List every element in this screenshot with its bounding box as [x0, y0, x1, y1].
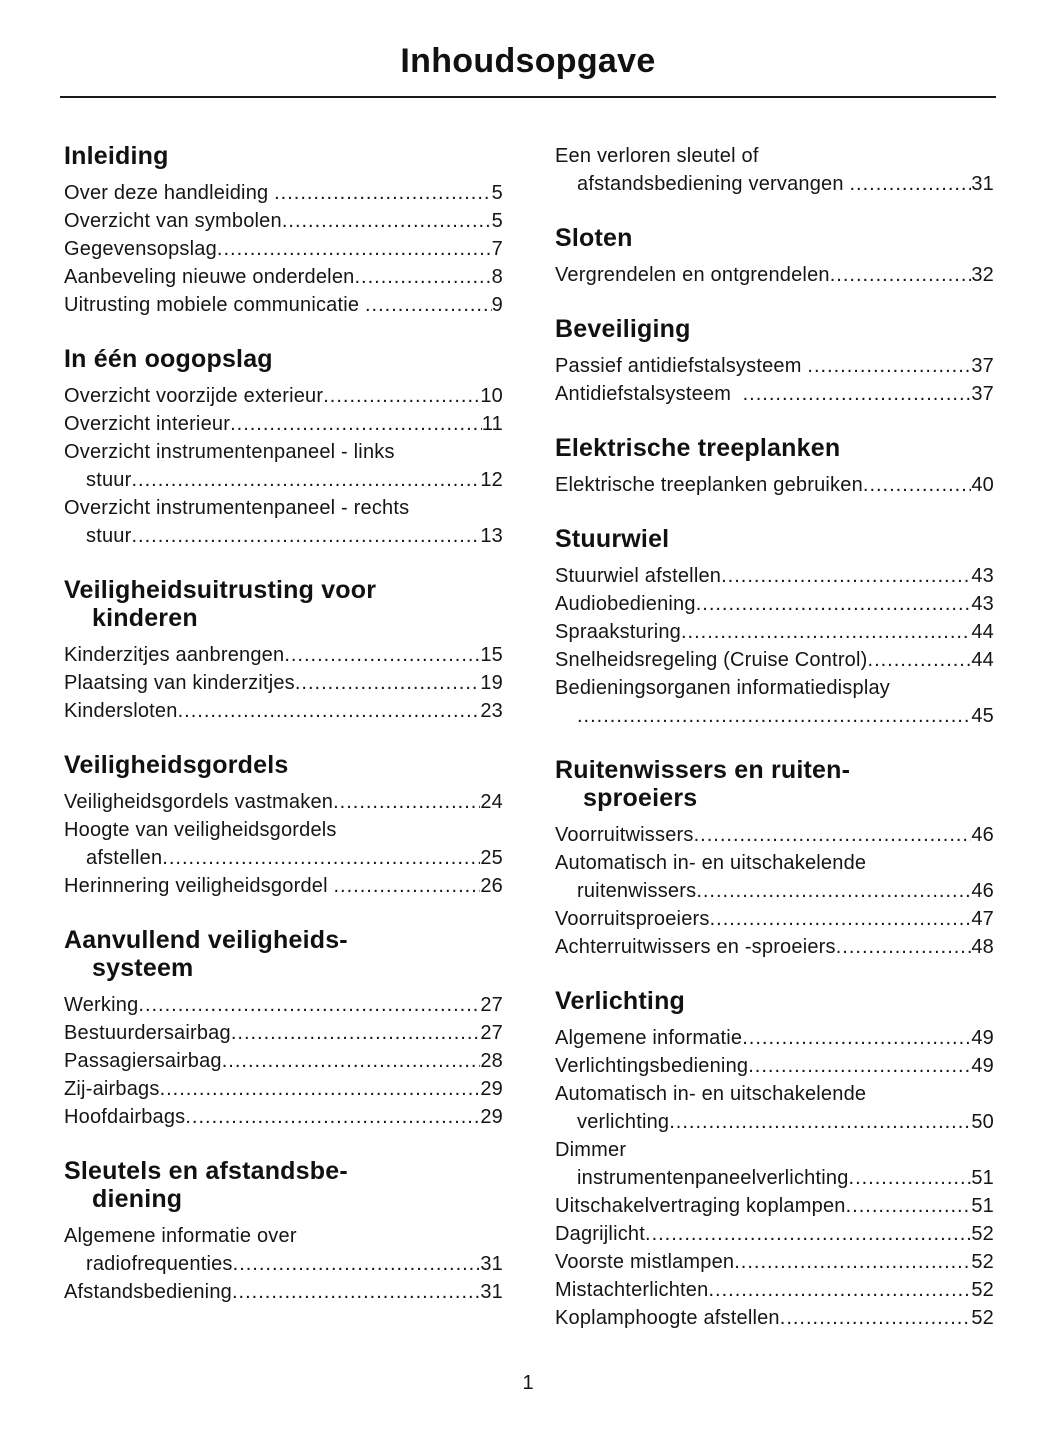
toc-entry	[64, 291, 503, 319]
toc-entry-line	[555, 562, 994, 590]
toc-page-ref: 5	[491, 210, 503, 232]
toc-entry	[555, 1136, 994, 1192]
toc-entry-text: Voorruitsproeiers	[555, 908, 710, 930]
toc-entry-line	[64, 522, 503, 550]
dot-leader	[138, 991, 480, 1019]
dot-leader	[323, 382, 480, 410]
toc-page-ref: 43	[971, 593, 994, 615]
section-heading-line: sproeiers	[583, 784, 698, 812]
toc-entry-text: Koplamphoogte afstellen	[555, 1307, 780, 1329]
toc-entry	[555, 1220, 994, 1248]
toc-entry-text: Kinderzitjes aanbrengen	[64, 644, 285, 666]
toc-entry-line	[64, 494, 503, 522]
toc-entry-text: Overzicht instrumentenpaneel - rechts	[64, 497, 410, 519]
toc-entry	[64, 207, 503, 235]
dot-leader	[780, 1304, 972, 1332]
toc-entry	[64, 991, 503, 1019]
toc-entry-line	[64, 816, 503, 844]
toc-page-ref: 26	[480, 875, 503, 897]
dot-leader	[696, 590, 972, 618]
toc-entry	[64, 235, 503, 263]
dot-leader	[365, 291, 492, 319]
section-heading	[555, 756, 994, 812]
toc-entry-line	[64, 1019, 503, 1047]
toc-entry	[64, 1278, 503, 1306]
toc-entry	[555, 1304, 994, 1332]
toc-entry-text: Passagiersairbag	[64, 1050, 222, 1072]
toc-entry-line	[64, 641, 503, 669]
section-heading-line: Inleiding	[64, 142, 169, 170]
toc-page-ref: 50	[971, 1111, 994, 1133]
dot-leader	[230, 410, 482, 438]
dot-leader	[577, 702, 971, 730]
toc-entry-text: Dimmer	[555, 1139, 627, 1161]
toc-entry-text: Elektrische treeplanken gebruiken	[555, 474, 863, 496]
dot-leader	[131, 466, 480, 494]
toc-page-ref: 24	[480, 791, 503, 813]
toc-entry	[64, 494, 503, 550]
toc-entry-text: Plaatsing van kinderzitjes	[64, 672, 295, 694]
toc-column-right	[555, 142, 994, 1332]
section-heading-line: Veiligheidsgordels	[64, 751, 289, 779]
dot-leader	[185, 1103, 480, 1131]
section-heading	[64, 345, 503, 373]
toc-entry-line	[555, 352, 994, 380]
dot-leader	[217, 235, 492, 263]
toc-entry-line	[555, 1080, 994, 1108]
toc-entry-line	[64, 382, 503, 410]
toc-page-ref: 7	[491, 238, 503, 260]
section-heading	[64, 142, 503, 170]
toc-entry-line	[64, 207, 503, 235]
toc-entry	[64, 788, 503, 816]
dot-leader	[863, 471, 971, 499]
toc-entry-line	[64, 1222, 503, 1250]
dot-leader	[232, 1278, 480, 1306]
toc-entry-line	[64, 1075, 503, 1103]
toc-entry	[555, 821, 994, 849]
toc-entry-text: radiofrequenties	[86, 1253, 233, 1275]
toc-entry	[555, 380, 994, 408]
toc-entry-line	[555, 1164, 994, 1192]
toc-page-ref: 44	[971, 621, 994, 643]
toc-entry	[555, 674, 994, 730]
toc-entry	[64, 410, 503, 438]
toc-entry-text: Automatisch in- en uitschakelende	[555, 1083, 867, 1105]
toc-entry-text: Uitschakelvertraging koplampen	[555, 1195, 846, 1217]
toc-entry-line	[555, 471, 994, 499]
dot-leader	[284, 641, 480, 669]
dot-leader	[743, 380, 972, 408]
dot-leader	[131, 522, 480, 550]
toc-entry-line	[555, 1136, 994, 1164]
toc-entry-line	[555, 1052, 994, 1080]
toc-entry-line	[555, 821, 994, 849]
section-heading	[64, 751, 503, 779]
toc-page-ref: 13	[480, 525, 503, 547]
toc-entry	[555, 590, 994, 618]
toc-entry	[555, 1024, 994, 1052]
toc-entry-text: Stuurwiel afstellen	[555, 565, 722, 587]
toc-entry-text: afstandsbediening vervangen	[577, 173, 850, 195]
page-number: 1	[522, 1372, 534, 1394]
toc-entry-line	[64, 991, 503, 1019]
toc-entry-text: Veiligheidsgordels vastmaken	[64, 791, 334, 813]
toc-entry-line	[555, 1304, 994, 1332]
section-heading	[555, 987, 994, 1015]
toc-entry-text: Een verloren sleutel of	[555, 145, 759, 167]
toc-entry-line	[555, 380, 994, 408]
toc-page-ref: 31	[971, 173, 994, 195]
toc-entry	[64, 1019, 503, 1047]
toc-entry-line	[64, 438, 503, 466]
section-heading	[555, 224, 994, 252]
toc-entry	[64, 1103, 503, 1131]
toc-entry-text: Overzicht voorzijde exterieur	[64, 385, 324, 407]
toc-page-ref: 19	[480, 672, 503, 694]
toc-entry-text: Vergrendelen en ontgrendelen	[555, 264, 830, 286]
toc-page-ref: 8	[491, 266, 503, 288]
toc-entry	[555, 142, 994, 198]
toc-entry	[555, 471, 994, 499]
section-heading	[64, 926, 503, 982]
toc-entry	[555, 933, 994, 961]
toc-entry-line	[64, 1103, 503, 1131]
toc-entry-text: Afstandsbediening	[64, 1281, 232, 1303]
toc-page-ref: 51	[971, 1167, 994, 1189]
section-heading-line: Ruitenwissers en ruiten-	[555, 756, 851, 784]
toc-entry	[64, 263, 503, 291]
toc-entry-text: afstellen	[86, 847, 163, 869]
toc-page-ref: 46	[971, 824, 994, 846]
dot-leader	[162, 844, 480, 872]
toc-entry	[64, 179, 503, 207]
toc-entry	[555, 618, 994, 646]
toc-page-ref: 49	[971, 1027, 994, 1049]
toc-entry	[555, 261, 994, 289]
dot-leader	[846, 1192, 972, 1220]
toc-entry-text: Hoogte van veiligheidsgordels	[64, 819, 337, 841]
toc-page-ref: 52	[971, 1307, 994, 1329]
dot-leader	[830, 261, 972, 289]
toc-entry-line	[555, 170, 994, 198]
toc-entry-line	[64, 291, 503, 319]
toc-entry	[555, 1052, 994, 1080]
toc-entry-text: Uitrusting mobiele communicatie	[64, 294, 365, 316]
toc-entry-line	[555, 702, 994, 730]
toc-entry-line	[64, 669, 503, 697]
toc-entry	[64, 1222, 503, 1278]
dot-leader	[721, 562, 971, 590]
toc-entry	[64, 697, 503, 725]
toc-entry-text: Bestuurdersairbag	[64, 1022, 231, 1044]
toc-entry	[64, 1075, 503, 1103]
toc-entry-text: Antidiefstalsysteem	[555, 383, 743, 405]
page-title: Inhoudsopgave	[400, 42, 656, 80]
toc-entry-line	[64, 1250, 503, 1278]
dot-leader	[734, 1248, 971, 1276]
toc-column-left	[64, 142, 503, 1332]
toc-entry-text: Voorste mistlampen	[555, 1251, 735, 1273]
toc-page-ref: 9	[491, 294, 503, 316]
toc-page-ref: 51	[971, 1195, 994, 1217]
toc-entry	[555, 905, 994, 933]
toc-entry-text: Algemene informatie	[555, 1027, 743, 1049]
toc-entry-line	[64, 410, 503, 438]
section-heading-line: Veiligheidsuitrusting voor	[64, 576, 377, 604]
toc-entry-text: verlichting	[577, 1111, 670, 1133]
toc-entry-line	[64, 872, 503, 900]
dot-leader	[681, 618, 971, 646]
toc-entry	[555, 562, 994, 590]
section-heading-line: Sleutels en afstandsbe-	[64, 1157, 348, 1185]
toc-entry-line	[555, 618, 994, 646]
toc-entry	[64, 669, 503, 697]
section-heading	[64, 1157, 503, 1213]
toc-page-ref: 25	[480, 847, 503, 869]
toc-page-ref: 28	[480, 1050, 503, 1072]
section-heading-line: kinderen	[92, 604, 198, 632]
dot-leader	[742, 1024, 971, 1052]
toc-page-ref: 37	[971, 383, 994, 405]
toc-entry-text: Dagrijlicht	[555, 1223, 646, 1245]
toc-entry-text: Spraaksturing	[555, 621, 681, 643]
toc-entry-text: Verlichtingsbediening	[555, 1055, 749, 1077]
toc-entry-line	[555, 646, 994, 674]
toc-entry-line	[555, 1276, 994, 1304]
toc-entry-line	[64, 235, 503, 263]
toc-page-ref: 46	[971, 880, 994, 902]
toc-entry	[64, 816, 503, 872]
dot-leader	[868, 646, 972, 674]
dot-leader	[333, 788, 480, 816]
section-heading-line: Sloten	[555, 224, 633, 252]
section-heading-line: diening	[92, 1185, 183, 1213]
dot-leader	[748, 1052, 971, 1080]
section-heading-line: systeem	[92, 954, 194, 982]
toc-page-ref: 47	[971, 908, 994, 930]
toc-entry	[555, 1192, 994, 1220]
toc-entry-text: Herinnering veiligheidsgordel	[64, 875, 334, 897]
toc-entry	[555, 1248, 994, 1276]
section-heading-line: Elektrische treeplanken	[555, 434, 841, 462]
toc-entry-text: Hoofdairbags	[64, 1106, 186, 1128]
dot-leader	[807, 352, 971, 380]
toc-page-ref: 37	[971, 355, 994, 377]
toc-page-ref: 52	[971, 1223, 994, 1245]
dot-leader	[295, 669, 480, 697]
toc-entry-line	[555, 674, 994, 702]
toc-page-ref: 32	[971, 264, 994, 286]
toc-entry-text: Aanbeveling nieuwe onderdelen	[64, 266, 355, 288]
toc-entry-text: Overzicht interieur	[64, 413, 231, 435]
toc-entry	[64, 438, 503, 494]
section-heading	[555, 525, 994, 553]
toc-columns	[0, 98, 1056, 1332]
section-heading-line: In één oogopslag	[64, 345, 273, 373]
dot-leader	[334, 872, 481, 900]
dot-leader	[274, 179, 492, 207]
toc-page-ref: 23	[480, 700, 503, 722]
toc-entry-text: Werking	[64, 994, 139, 1016]
toc-entry-line	[555, 933, 994, 961]
section-heading-line: Stuurwiel	[555, 525, 670, 553]
toc-entry-line	[555, 261, 994, 289]
toc-entry-line	[64, 1047, 503, 1075]
toc-page-ref: 44	[971, 649, 994, 671]
toc-entry-text: Mistachterlichten	[555, 1279, 709, 1301]
dot-leader	[694, 821, 972, 849]
toc-entry-line	[64, 466, 503, 494]
dot-leader	[849, 1164, 972, 1192]
dot-leader	[222, 1047, 481, 1075]
toc-entry-line	[555, 590, 994, 618]
toc-entry	[555, 646, 994, 674]
dot-leader	[178, 697, 481, 725]
toc-page-ref: 31	[480, 1253, 503, 1275]
dot-leader	[354, 263, 491, 291]
dot-leader	[669, 1108, 971, 1136]
toc-page-ref: 52	[971, 1279, 994, 1301]
toc-page-ref: 5	[491, 182, 503, 204]
section-heading-line: Aanvullend veiligheids-	[64, 926, 348, 954]
toc-entry-line	[555, 142, 994, 170]
toc-entry-line	[64, 844, 503, 872]
section-heading	[555, 434, 994, 462]
dot-leader	[233, 1250, 481, 1278]
toc-entry-line	[555, 905, 994, 933]
toc-entry-text: stuur	[86, 525, 132, 547]
toc-page-ref: 15	[480, 644, 503, 666]
toc-page-ref: 52	[971, 1251, 994, 1273]
dot-leader	[696, 877, 971, 905]
toc-entry	[555, 1276, 994, 1304]
toc-page-ref: 11	[481, 413, 503, 435]
toc-entry-line	[555, 1192, 994, 1220]
toc-entry	[64, 382, 503, 410]
toc-entry-text: Snelheidsregeling (Cruise Control)	[555, 649, 868, 671]
toc-entry-text: Audiobediening	[555, 593, 696, 615]
toc-entry	[555, 849, 994, 905]
toc-entry-text: Algemene informatie over	[64, 1225, 297, 1247]
toc-page-ref: 29	[480, 1106, 503, 1128]
dot-leader	[160, 1075, 481, 1103]
toc-entry-line	[64, 788, 503, 816]
section-heading	[555, 315, 994, 343]
toc-entry-text: Zij-airbags	[64, 1078, 160, 1100]
toc-entry-line	[555, 849, 994, 877]
toc-entry-line	[555, 1108, 994, 1136]
toc-entry-text: Gegevensopslag	[64, 238, 217, 260]
toc-entry-text: instrumentenpaneelverlichting	[577, 1167, 849, 1189]
toc-entry-text: Overzicht instrumentenpaneel - links	[64, 441, 395, 463]
toc-page-ref: 12	[480, 469, 503, 491]
dot-leader	[710, 905, 972, 933]
toc-entry	[555, 1080, 994, 1136]
toc-entry-line	[555, 1220, 994, 1248]
toc-entry-text: Bedieningsorganen informatiedisplay	[555, 677, 890, 699]
toc-entry-text: Achterruitwissers en -sproeiers	[555, 936, 836, 958]
toc-entry-text: Automatisch in- en uitschakelende	[555, 852, 867, 874]
toc-entry-line	[64, 263, 503, 291]
toc-entry-text: Overzicht van symbolen	[64, 210, 282, 232]
toc-page-ref: 27	[480, 1022, 503, 1044]
toc-entry-line	[64, 179, 503, 207]
section-heading-line: Verlichting	[555, 987, 686, 1015]
toc-page-ref: 31	[480, 1281, 503, 1303]
dot-leader	[645, 1220, 971, 1248]
toc-entry-line	[64, 697, 503, 725]
dot-leader	[231, 1019, 481, 1047]
toc-page-ref: 49	[971, 1055, 994, 1077]
dot-leader	[708, 1276, 971, 1304]
toc-page-ref: 10	[480, 385, 503, 407]
toc-page-ref: 43	[971, 565, 994, 587]
toc-entry-text: Passief antidiefstalsysteem	[555, 355, 808, 377]
section-heading	[64, 576, 503, 632]
toc-entry	[64, 1047, 503, 1075]
toc-entry-line	[555, 1024, 994, 1052]
toc-entry-line	[555, 1248, 994, 1276]
toc-entry-text: stuur	[86, 469, 132, 491]
toc-entry	[555, 352, 994, 380]
section-heading-line: Beveiliging	[555, 315, 691, 343]
toc-entry-text: Kindersloten	[64, 700, 178, 722]
toc-page-ref: 40	[971, 474, 994, 496]
toc-entry-text: ruitenwissers	[577, 880, 697, 902]
dot-leader	[282, 207, 492, 235]
dot-leader	[836, 933, 972, 961]
toc-entry	[64, 641, 503, 669]
toc-page-ref: 45	[971, 705, 994, 727]
toc-entry-text: Over deze handleiding	[64, 182, 275, 204]
toc-page-ref: 29	[480, 1078, 503, 1100]
toc-entry-line	[64, 1278, 503, 1306]
dot-leader	[849, 170, 971, 198]
toc-entry-line	[555, 877, 994, 905]
toc-page-ref: 48	[971, 936, 994, 958]
toc-entry-text: Voorruitwissers	[555, 824, 694, 846]
toc-page-ref: 27	[480, 994, 503, 1016]
toc-entry	[64, 872, 503, 900]
